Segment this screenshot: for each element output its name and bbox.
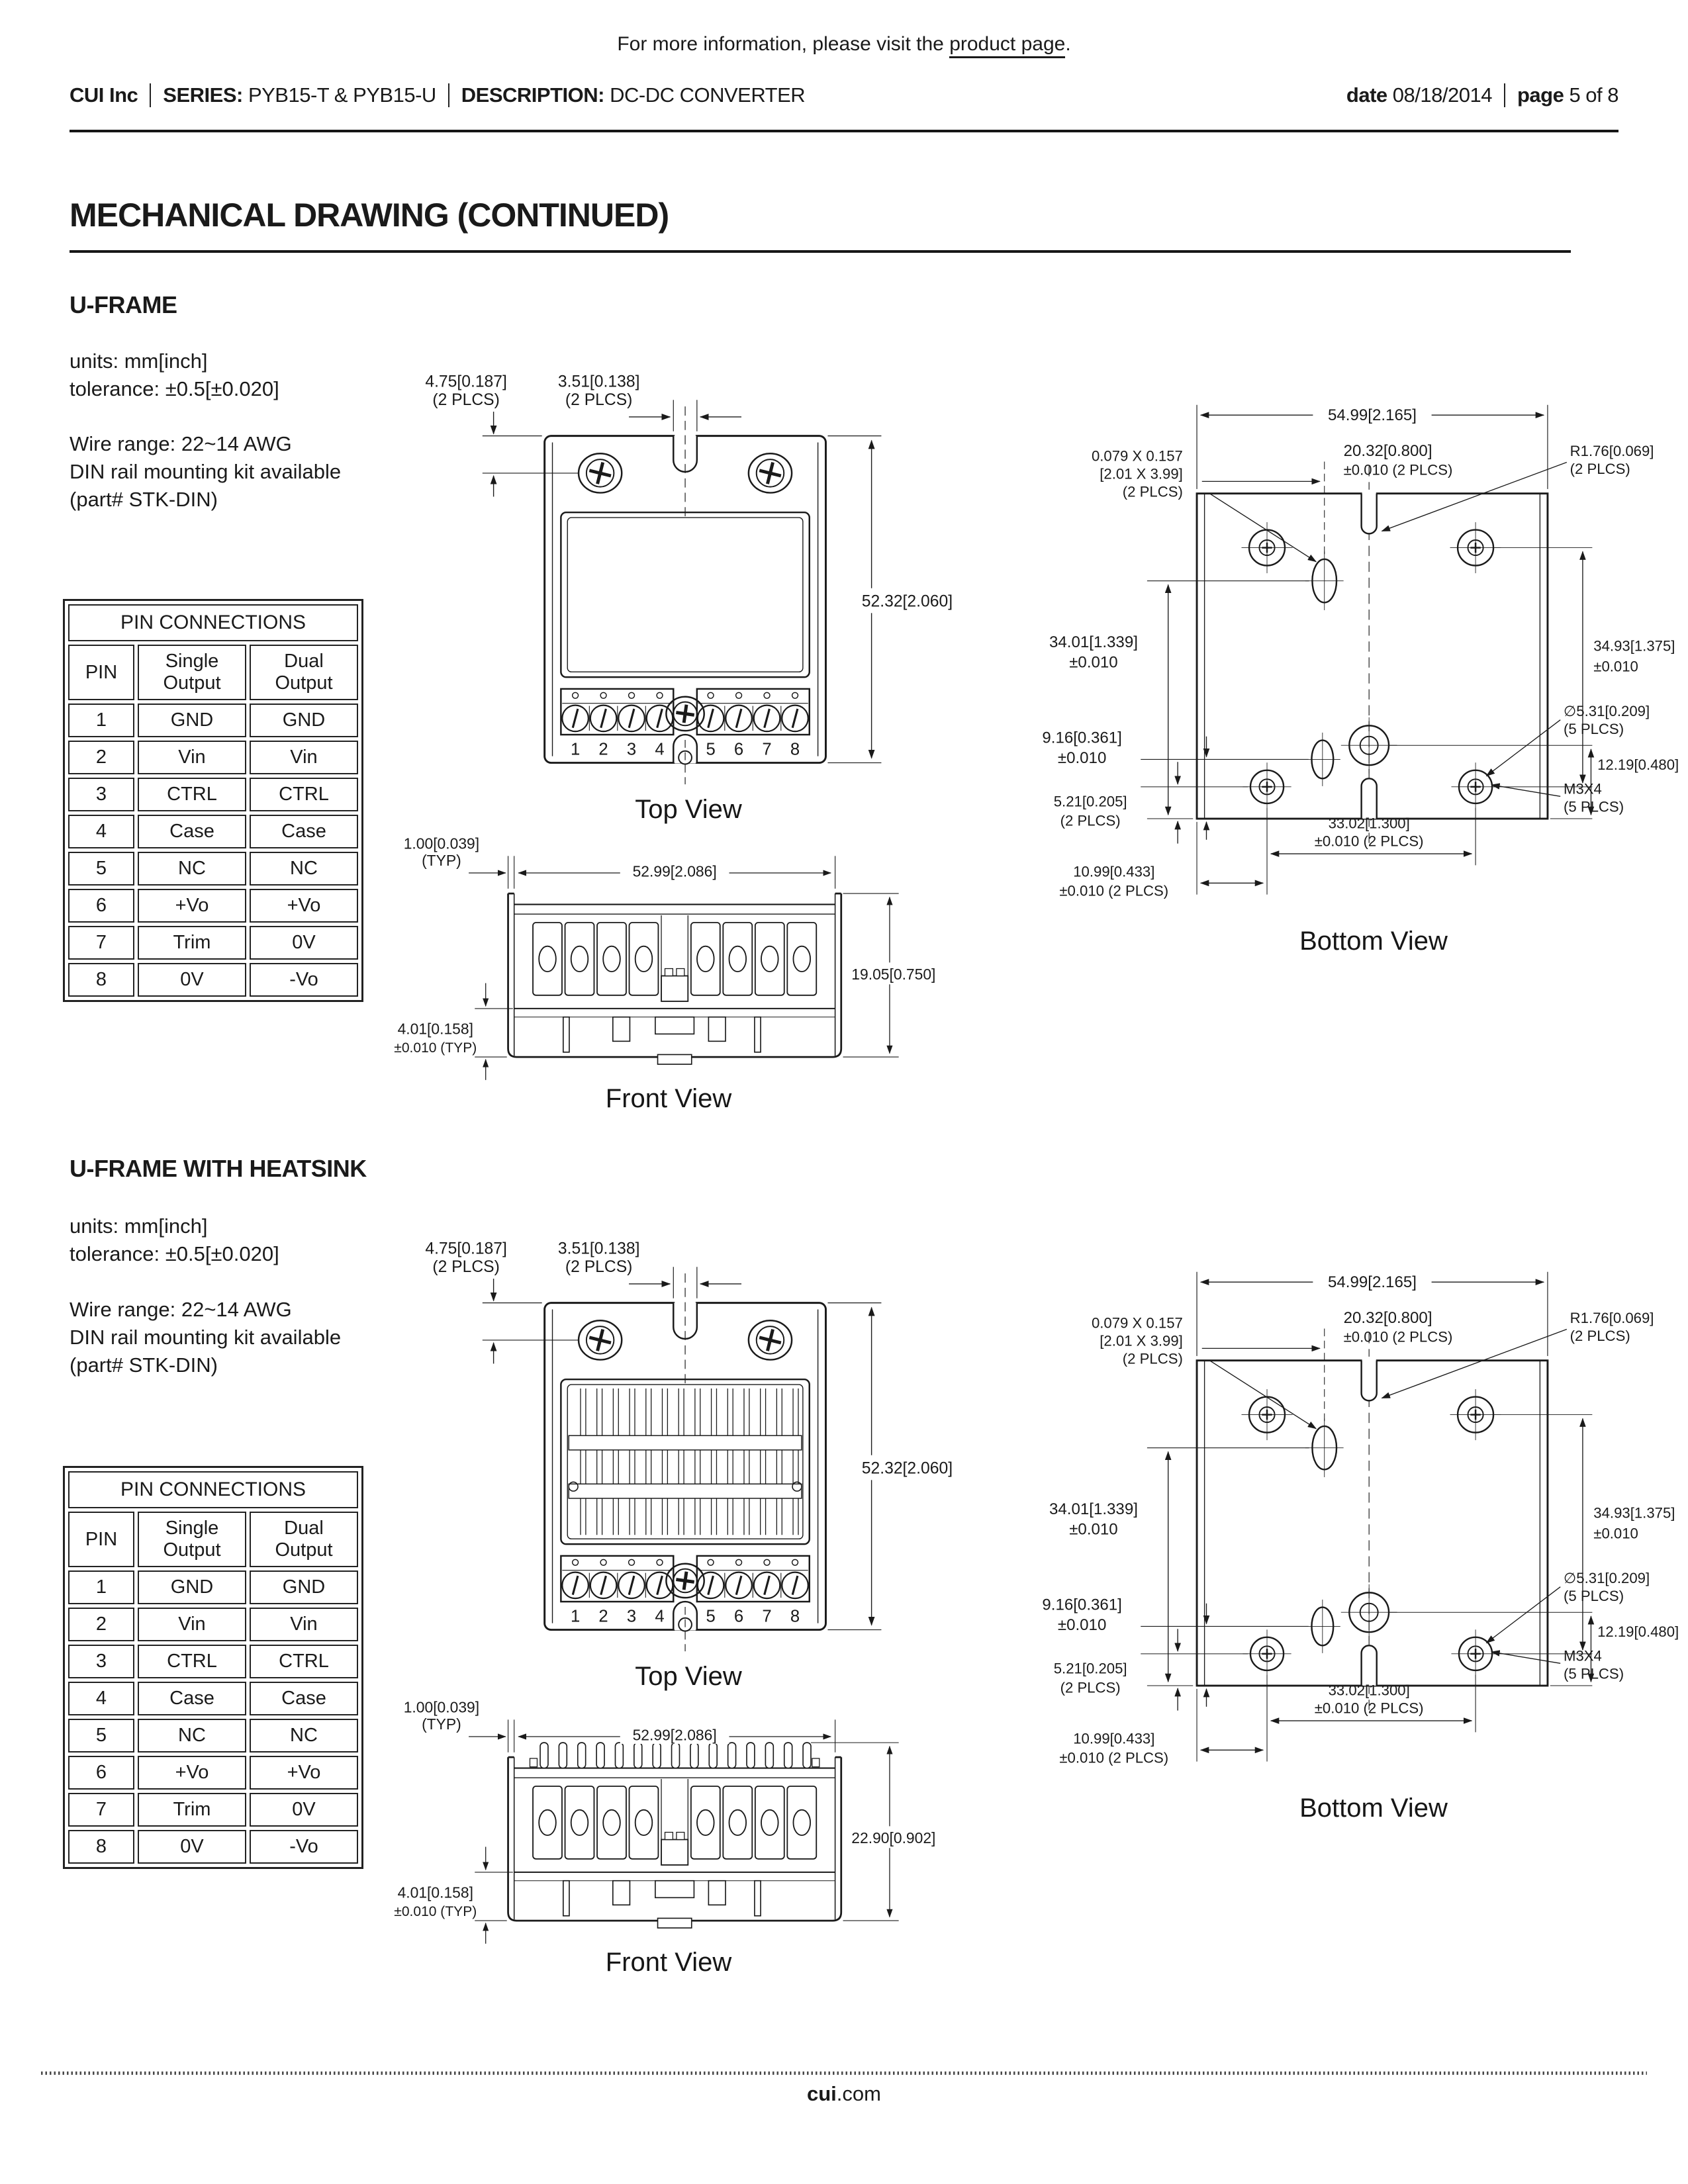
dual-output-cell: +Vo — [250, 889, 358, 923]
pin-table-row — [68, 889, 358, 923]
pin-table-row — [68, 1570, 358, 1604]
header-separator — [150, 83, 151, 107]
dim-label: [2.01 X 3.99] — [1100, 1332, 1183, 1349]
description-value: DC-DC CONVERTER — [610, 83, 806, 107]
units-block — [70, 1212, 279, 1268]
dim-label: 33.02[1.300] — [1328, 815, 1410, 832]
header-right — [1346, 83, 1618, 107]
front-view-svg — [384, 821, 953, 1081]
dim-label: ±0.010 — [1057, 1616, 1107, 1635]
pin-number-cell: 3 — [68, 778, 134, 811]
pin-number-cell: 6 — [68, 1756, 134, 1790]
dim-label: (5 PLCS) — [1564, 1665, 1624, 1682]
front-view-svg — [384, 1684, 953, 1945]
dim-label: (2 PLCS) — [1060, 812, 1121, 829]
pin-number: 1 — [570, 740, 581, 759]
dim-label: (2 PLCS) — [1122, 1350, 1183, 1367]
dim-label: 9.16[0.361] — [1042, 729, 1122, 747]
date-value: 08/18/2014 — [1392, 83, 1492, 107]
dim-label: 54.99[2.165] — [1328, 1273, 1417, 1291]
single-output-cell: NC — [138, 1719, 246, 1752]
header-rule — [70, 130, 1618, 132]
dim-label: ∅5.31[0.209] — [1564, 702, 1650, 719]
pin-table-row — [68, 1793, 358, 1827]
header-bar — [70, 83, 1618, 107]
pin-col-header: PIN — [68, 1512, 134, 1567]
dim-label: ±0.010 — [1069, 653, 1118, 672]
bottom-view-drawing — [986, 331, 1688, 956]
single-output-cell: Trim — [138, 1793, 246, 1827]
bottom-view-heatsink-drawing — [986, 1198, 1688, 1823]
dual-output-cell: GND — [250, 1570, 358, 1604]
pin-table-title: PIN CONNECTIONS — [68, 1471, 358, 1508]
dual-output-cell: NC — [250, 1719, 358, 1752]
dim-label: R1.76[0.069] — [1570, 442, 1654, 459]
pin-number: 6 — [733, 1607, 744, 1626]
dim-label: ±0.010 (2 PLCS) — [1314, 833, 1424, 850]
bottom-view-svg — [986, 331, 1688, 924]
single-output-cell: GND — [138, 1570, 246, 1604]
dim-label: 10.99[0.433] — [1073, 1730, 1155, 1747]
bottom-view-svg — [986, 1198, 1688, 1791]
dim-label: 33.02[1.300] — [1328, 1682, 1410, 1699]
top-info-line — [0, 33, 1688, 56]
pin-table-row — [68, 1608, 358, 1641]
pin-number-cell: 6 — [68, 889, 134, 923]
dim-label: 4.01[0.158] — [397, 1884, 473, 1901]
dim-label: ±0.010 (2 PLCS) — [1059, 882, 1169, 899]
dim-label: 34.01[1.339] — [1049, 633, 1138, 651]
pin-table-row — [68, 1830, 358, 1864]
dual-output-cell: +Vo — [250, 1756, 358, 1790]
pin-connections-table — [63, 1466, 363, 1869]
single-output-cell: Vin — [138, 1608, 246, 1641]
page-label: page — [1517, 83, 1564, 107]
dim-label: (2 PLCS) — [1122, 483, 1183, 500]
pin-number-cell: 2 — [68, 1608, 134, 1641]
section-heading-u-frame-heatsink: U-FRAME WITH HEATSINK — [70, 1155, 367, 1182]
dim-label: ±0.010 (2 PLCS) — [1059, 1749, 1169, 1766]
pin-number: 2 — [598, 1607, 608, 1626]
pin-number-cell: 2 — [68, 741, 134, 774]
view-caption: Front View — [605, 1084, 732, 1113]
dim-label: (5 PLCS) — [1564, 1587, 1624, 1604]
wire-block — [70, 430, 341, 514]
dim-label: 52.99[2.086] — [632, 1726, 717, 1744]
dim-label: 5.21[0.205] — [1053, 793, 1127, 810]
pin-table-row — [68, 815, 358, 848]
pin-number: 7 — [762, 1607, 772, 1626]
pin-number: 8 — [790, 740, 800, 759]
front-view-drawing — [384, 821, 953, 1114]
dim-label: 52.32[2.060] — [861, 1459, 953, 1478]
dual-output-cell: -Vo — [250, 1830, 358, 1864]
dim-label: M3X4 — [1564, 1647, 1602, 1664]
footer-dotted-rule — [41, 2071, 1647, 2075]
dim-label: 34.01[1.339] — [1049, 1500, 1138, 1518]
dim-label: 20.32[0.800] — [1343, 441, 1432, 460]
wire-block — [70, 1296, 341, 1379]
dual-output-cell: NC — [250, 852, 358, 886]
pin-number: 2 — [598, 740, 608, 759]
view-caption: Top View — [635, 795, 742, 824]
dim-label: (5 PLCS) — [1564, 720, 1624, 737]
dual-output-cell: Vin — [250, 741, 358, 774]
dim-label: ±0.010 (2 PLCS) — [1314, 1700, 1424, 1717]
footer-site-bold: cui — [807, 2082, 837, 2105]
pin-number: 8 — [790, 1607, 800, 1626]
pin-table-row — [68, 1719, 358, 1752]
pin-col-header: PIN — [68, 645, 134, 700]
dual-output-cell: CTRL — [250, 778, 358, 811]
dual-output-cell: 0V — [250, 926, 358, 960]
dim-label: ±0.010 — [1069, 1520, 1118, 1539]
view-caption: Front View — [605, 1948, 732, 1977]
pin-table-row — [68, 963, 358, 997]
description-label: DESCRIPTION: — [461, 83, 604, 107]
view-caption: Bottom View — [1299, 1794, 1448, 1823]
single-output-cell: Case — [138, 1682, 246, 1715]
single-output-col-header: Single Output — [138, 1512, 246, 1567]
din-rail-line: DIN rail mounting kit available — [70, 460, 342, 483]
series-value: PYB15-T & PYB15-U — [248, 83, 436, 107]
dim-label: (TYP) — [422, 1715, 461, 1733]
pin-number: 4 — [655, 1607, 665, 1626]
dim-label: 1.00[0.039] — [403, 1698, 480, 1716]
dim-label: 0.079 X 0.157 — [1091, 1314, 1183, 1332]
dim-label: 3.51[0.138] — [557, 1240, 640, 1258]
top-view-heatsink-drawing — [404, 1228, 973, 1692]
pin-table-row — [68, 926, 358, 960]
company-name: CUI Inc — [70, 83, 138, 107]
dim-label: ±0.010 (TYP) — [394, 1040, 477, 1056]
dim-label: 12.19[0.480] — [1597, 756, 1679, 773]
dim-label: ±0.010 — [1593, 1525, 1638, 1542]
top-info-suffix: . — [1065, 33, 1071, 55]
pin-number-cell: 8 — [68, 1830, 134, 1864]
pin-number-cell: 3 — [68, 1645, 134, 1678]
dim-label: ±0.010 — [1593, 658, 1638, 675]
product-page-link[interactable]: product page — [949, 33, 1065, 58]
pin-number: 4 — [655, 740, 665, 759]
pin-table-row — [68, 741, 358, 774]
dim-label: 52.99[2.086] — [632, 862, 717, 880]
single-output-col-header: Single Output — [138, 645, 246, 700]
dual-output-cell: GND — [250, 704, 358, 737]
dual-output-cell: -Vo — [250, 963, 358, 997]
dim-label: 4.75[0.187] — [425, 1240, 507, 1258]
dim-label: (2 PLCS) — [565, 391, 633, 410]
units-line: units: mm[inch] — [70, 349, 208, 373]
dim-label: ±0.010 (2 PLCS) — [1343, 1328, 1453, 1345]
pin-number-cell: 4 — [68, 1682, 134, 1715]
series-label: SERIES: — [163, 83, 243, 107]
single-output-cell: GND — [138, 704, 246, 737]
dual-output-col-header: Dual Output — [250, 1512, 358, 1567]
dim-label: (5 PLCS) — [1564, 798, 1624, 815]
pin-table-row — [68, 704, 358, 737]
dim-label: 9.16[0.361] — [1042, 1596, 1122, 1614]
dual-output-cell: Case — [250, 1682, 358, 1715]
pin-number: 1 — [570, 1607, 581, 1626]
header-left — [70, 83, 805, 107]
dim-label: 1.00[0.039] — [403, 835, 480, 852]
single-output-cell: +Vo — [138, 889, 246, 923]
single-output-cell: +Vo — [138, 1756, 246, 1790]
single-output-cell: 0V — [138, 1830, 246, 1864]
dual-output-col-header: Dual Output — [250, 645, 358, 700]
dim-label: 52.32[2.060] — [861, 592, 953, 611]
pin-table-row — [68, 1682, 358, 1715]
pin-number: 3 — [626, 740, 637, 759]
pin-number-cell: 5 — [68, 1719, 134, 1752]
dual-output-cell: Vin — [250, 1608, 358, 1641]
dim-label: 20.32[0.800] — [1343, 1308, 1432, 1327]
view-caption: Top View — [635, 1662, 742, 1691]
dual-output-cell: Case — [250, 815, 358, 848]
dim-label: 22.90[0.902] — [851, 1829, 936, 1846]
pin-number-cell: 7 — [68, 1793, 134, 1827]
dim-label: [2.01 X 3.99] — [1100, 465, 1183, 482]
dim-label: ±0.010 (TYP) — [394, 1903, 477, 1919]
dim-label: 0.079 X 0.157 — [1091, 447, 1183, 465]
pin-table-row — [68, 778, 358, 811]
dual-output-cell: CTRL — [250, 1645, 358, 1678]
dim-label: R1.76[0.069] — [1570, 1309, 1654, 1326]
dim-label: (2 PLCS) — [432, 391, 500, 410]
single-output-cell: Trim — [138, 926, 246, 960]
pin-number: 6 — [733, 740, 744, 759]
dim-label: (2 PLCS) — [565, 1258, 633, 1277]
pin-number-cell: 1 — [68, 704, 134, 737]
front-view-heatsink-drawing — [384, 1684, 953, 1978]
top-view-svg — [404, 361, 973, 792]
part-number-line: (part# STK-DIN) — [70, 1353, 218, 1377]
top-view-drawing — [404, 361, 973, 825]
pin-number-cell: 5 — [68, 852, 134, 886]
single-output-cell: CTRL — [138, 778, 246, 811]
dim-label: (TYP) — [422, 852, 461, 869]
single-output-cell: Vin — [138, 741, 246, 774]
pin-number-cell: 1 — [68, 1570, 134, 1604]
top-info-prefix: For more information, please visit the — [617, 33, 950, 55]
dim-label: M3X4 — [1564, 780, 1602, 797]
part-number-line: (part# STK-DIN) — [70, 488, 218, 511]
dim-label: (2 PLCS) — [1570, 1327, 1630, 1344]
single-output-cell: Case — [138, 815, 246, 848]
dim-label: 34.93[1.375] — [1593, 637, 1675, 655]
dim-label: ∅5.31[0.209] — [1564, 1569, 1650, 1586]
pin-number-cell: 8 — [68, 963, 134, 997]
pin-table-title: PIN CONNECTIONS — [68, 604, 358, 641]
pin-number: 5 — [706, 740, 716, 759]
footer-site — [0, 2082, 1688, 2106]
single-output-cell: 0V — [138, 963, 246, 997]
dim-label: 3.51[0.138] — [557, 373, 640, 391]
units-block — [70, 347, 279, 403]
header-separator — [1504, 83, 1505, 107]
tolerance-line: tolerance: ±0.5[±0.020] — [70, 1242, 279, 1265]
view-caption: Bottom View — [1299, 927, 1448, 956]
dim-label: 12.19[0.480] — [1597, 1623, 1679, 1640]
pin-number: 3 — [626, 1607, 637, 1626]
page-title: MECHANICAL DRAWING (CONTINUED) — [70, 196, 1571, 253]
dual-output-cell: 0V — [250, 1793, 358, 1827]
section-heading-u-frame: U-FRAME — [70, 291, 177, 318]
pin-connections-table — [63, 599, 363, 1002]
tolerance-line: tolerance: ±0.5[±0.020] — [70, 377, 279, 400]
pin-table-row — [68, 1756, 358, 1790]
dim-label: 10.99[0.433] — [1073, 863, 1155, 880]
dim-label: 19.05[0.750] — [851, 966, 936, 983]
single-output-cell: NC — [138, 852, 246, 886]
dim-label: (2 PLCS) — [1570, 460, 1630, 477]
din-rail-line: DIN rail mounting kit available — [70, 1326, 342, 1349]
dim-label: 4.75[0.187] — [425, 373, 507, 391]
pin-table-row — [68, 852, 358, 886]
pin-table-row — [68, 1645, 358, 1678]
dim-label: 34.93[1.375] — [1593, 1504, 1675, 1522]
pin-number: 7 — [762, 740, 772, 759]
date-label: date — [1346, 83, 1387, 107]
dim-label: ±0.010 — [1057, 749, 1107, 768]
dim-label: 4.01[0.158] — [397, 1020, 473, 1038]
dim-label: ±0.010 (2 PLCS) — [1343, 461, 1453, 478]
dim-label: (2 PLCS) — [432, 1258, 500, 1277]
dim-label: 54.99[2.165] — [1328, 406, 1417, 424]
pin-number: 5 — [706, 1607, 716, 1626]
wire-range-line: Wire range: 22~14 AWG — [70, 432, 292, 455]
single-output-cell: CTRL — [138, 1645, 246, 1678]
pin-number-cell: 7 — [68, 926, 134, 960]
dim-label: (2 PLCS) — [1060, 1679, 1121, 1696]
units-line: units: mm[inch] — [70, 1214, 208, 1238]
dim-label: 5.21[0.205] — [1053, 1660, 1127, 1677]
wire-range-line: Wire range: 22~14 AWG — [70, 1298, 292, 1321]
page-number: 5 of 8 — [1569, 83, 1618, 107]
top-view-svg — [404, 1228, 973, 1659]
footer-site-rest: .com — [836, 2082, 881, 2105]
header-separator — [448, 83, 449, 107]
pin-number-cell: 4 — [68, 815, 134, 848]
